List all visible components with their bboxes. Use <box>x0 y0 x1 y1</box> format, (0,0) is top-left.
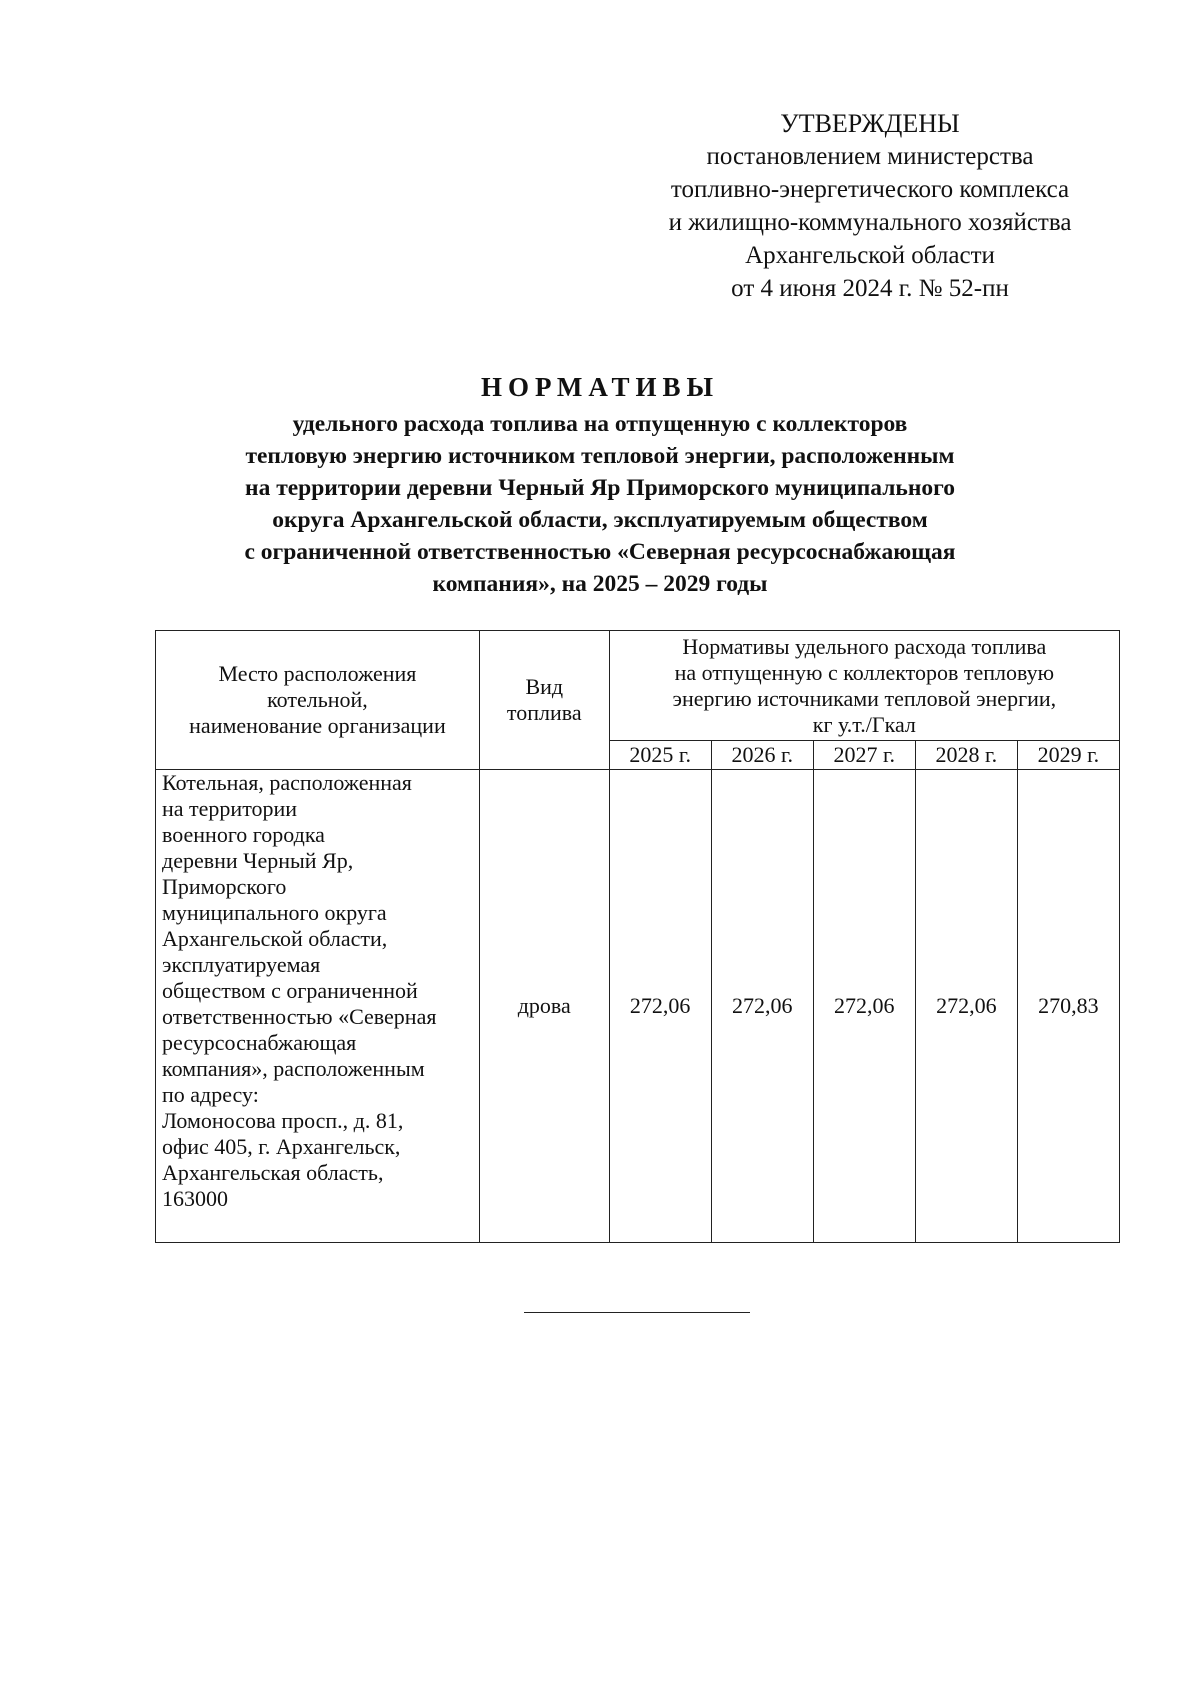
title-main: НОРМАТИВЫ <box>480 372 720 402</box>
place-line: офис 405, г. Архангельск, <box>162 1134 401 1159</box>
header-norms-line: кг у.т./Гкал <box>812 712 916 737</box>
header-fuel-line: топлива <box>506 700 582 725</box>
year-header: 2025 г. <box>609 741 711 770</box>
approval-line: и жилищно-коммунального хозяйства <box>668 209 1072 236</box>
value-cell-2027: 272,06 <box>813 770 915 1243</box>
place-line: эксплуатируемая <box>162 952 321 977</box>
place-line: муниципального округа <box>162 900 387 925</box>
year-header: 2029 г. <box>1017 741 1119 770</box>
title-line: с ограниченной ответственностью «Северная ресурсоснабжающая <box>244 539 956 565</box>
value-cell-2026: 272,06 <box>711 770 813 1243</box>
table-header-row <box>156 631 1120 741</box>
place-line: военного городка <box>162 822 325 847</box>
place-line: компания», расположенным <box>162 1056 425 1081</box>
table-row <box>156 770 1120 1243</box>
place-line: ресурсоснабжающая <box>162 1030 357 1055</box>
place-line: ответственностью «Северная <box>162 1004 437 1029</box>
value-cell-2025: 272,06 <box>609 770 711 1243</box>
place-line: Архангельская область, <box>162 1160 384 1185</box>
place-cell <box>156 770 480 1243</box>
title-line: на территории деревни Черный Яр Приморского муниципального <box>245 475 955 501</box>
header-place-line: Место расположения <box>218 661 417 686</box>
place-line: 163000 <box>162 1186 228 1211</box>
approval-block <box>620 107 1120 305</box>
header-place-line: котельной, <box>267 687 368 712</box>
year-header: 2027 г. <box>813 741 915 770</box>
header-fuel-line: Вид <box>525 674 564 699</box>
approval-line: постановлением министерства <box>706 143 1034 170</box>
fuel-cell: дрова <box>479 770 609 1243</box>
title-line: компания», на 2025 – 2029 годы <box>432 571 768 597</box>
header-place <box>156 631 480 770</box>
title-line: тепловую энергию источником тепловой энергии, расположенным <box>245 443 955 469</box>
year-header: 2028 г. <box>915 741 1017 770</box>
place-line: Ломоносова просп., д. 81, <box>162 1108 404 1133</box>
header-norms-line: на отпущенную с коллекторов тепловую <box>674 660 1055 685</box>
place-line: Котельная, расположенная <box>162 770 412 795</box>
header-norms-line: Нормативы удельного расхода топлива <box>682 634 1047 659</box>
approval-heading: УТВЕРЖДЕНЫ <box>780 109 960 138</box>
place-line: по адресу: <box>162 1082 259 1107</box>
place-line: Архангельской области, <box>162 926 388 951</box>
document-title <box>120 370 1080 600</box>
approval-line: Архангельской области <box>745 242 995 269</box>
place-line: обществом с ограниченной <box>162 978 418 1003</box>
place-line: Приморского <box>162 874 287 899</box>
value-cell-2028: 272,06 <box>915 770 1017 1243</box>
year-header: 2026 г. <box>711 741 813 770</box>
header-place-line: наименование организации <box>189 713 446 738</box>
title-line: округа Архангельской области, эксплуатируемым обществом <box>272 507 928 533</box>
closing-rule <box>524 1312 750 1313</box>
header-fuel <box>479 631 609 770</box>
place-line: деревни Черный Яр, <box>162 848 354 873</box>
title-line: удельного расхода топлива на отпущенную с коллекторов <box>292 411 908 437</box>
approval-line: топливно-энергетического комплекса <box>670 176 1070 203</box>
header-norms <box>609 631 1119 741</box>
norms-table <box>155 630 1120 1243</box>
value-cell-2029: 270,83 <box>1017 770 1119 1243</box>
place-line: на территории <box>162 796 298 821</box>
header-norms-line: энергию источниками тепловой энергии, <box>672 686 1057 711</box>
approval-line: от 4 июня 2024 г. № 52-пн <box>731 275 1009 302</box>
